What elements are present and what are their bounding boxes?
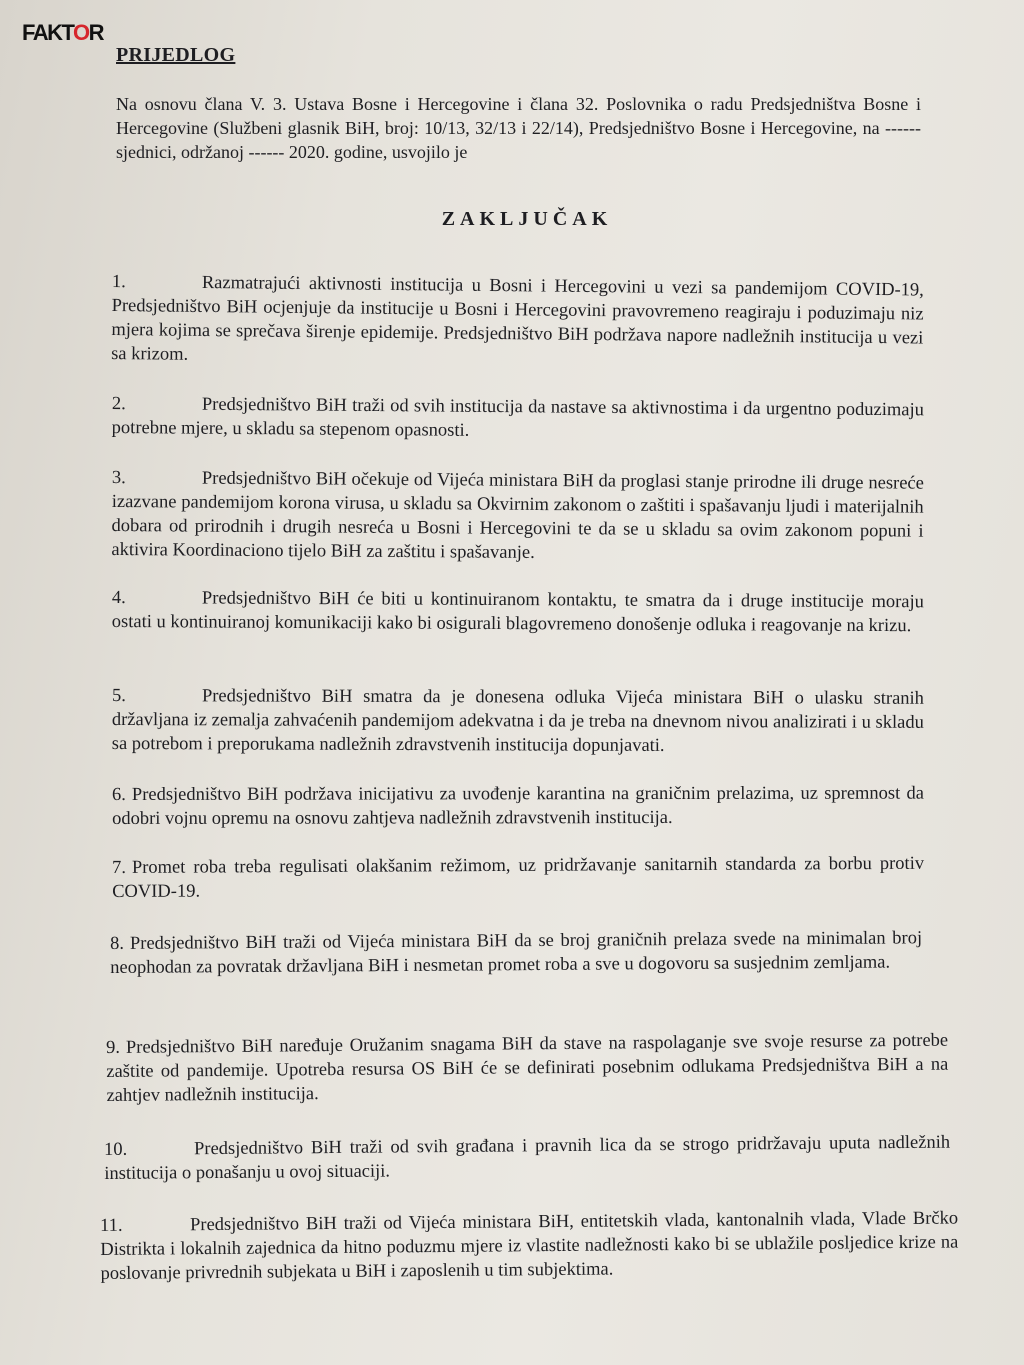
item-number: 5. [111, 686, 126, 707]
item-text: Predsjedništvo BiH naređuje Oružanim snagama BiH da stave na raspolaganje sve svoje resurse za potrebe zaštite od pandemije. Upotreba resursa OS BiH će se definirati posebnim odlukama Predsjedništva BiH a na zahtjev nadležnih institucija. [106, 1030, 949, 1106]
item-number: 1. [111, 271, 126, 293]
item-text: Razmatrajući aktivnosti institucija u Bosni i Hercegovini u vezi sa pandemijom COVID-19, Predsjedništvo BiH ocjenjuje da institucije u Bosni i Hercegovini pravovremeno reagiraju i poduzimaju niz mjera kojima se sprečava širenje epidemije. Predsjedništvo BiH podržava napore nadležnih institucija u vezi sa krizom. [111, 272, 924, 365]
item-text: Predsjedništvo BiH traži od Vijeća ministara BiH, entitetskih vlada, kantonalnih vlada, Vlade Brčko Distrikta i lokalnih zajednica da hitno poduzmu mjere iz vlastite nadležnosti kako bi se ublažile posljedice krize na poslovanje privrednih subjekata u BiH i zaposlenih u tim subjektima. [100, 1208, 959, 1284]
document-preamble: Na osnovu člana V. 3. Ustava Bosne i Hercegovine i člana 32. Poslovnika o radu Predsjedništva Bosne i Hercegovine (Službeni glasnik BiH, broj: 10/13, 32/13 i 22/14), Predsjedništvo Bosne i Hercegovine, na ------ sjednici, održanoj ------ 2020. godine, usvojilo je [116, 94, 921, 162]
item-text: Predsjedništvo BiH podržava inicijativu za uvođenje karantina na graničnim prelazima, uz spremnost da odobri vojnu opremu na osnovu zahtjeva nadležnih zdravstvenih institucija. [112, 783, 925, 829]
conclusion-item-11 [100, 1207, 959, 1286]
item-number: 2. [111, 393, 126, 415]
watermark-text-end: R [88, 20, 104, 45]
item-number: 6. [112, 784, 126, 805]
item-text: Predsjedništvo BiH će biti u kontinuiranom kontaktu, te smatra da i druge institucije moraju ostati u kontinuiranoj komunikaciji kako bi osigurali blagovremeno donošenje odluka i reagovanje na krizu. [111, 588, 924, 637]
conclusion-item-8 [110, 926, 922, 980]
item-text: Predsjedništvo BiH smatra da je donesena odluka Vijeća ministara BiH o ulasku stranih državljana iz zemalja zahvaćenih pandemijom adekvatna i da je treba na dnevnom nivou analizirati i u skladu sa potrebom i preporukama nadležnih zdravstvenih institucija dopunjavati. [111, 686, 924, 756]
watermark-text-accent: O [73, 20, 89, 45]
item-number: 7. [112, 857, 126, 878]
conclusion-item-9 [106, 1029, 949, 1108]
conclusion-item-5 [112, 684, 924, 759]
item-text: Predsjedništvo BiH traži od Vijeća ministara BiH da se broj graničnih prelaza svede na minimalan broj neophodan za povratak državljana BiH i nesmetan promet roba a sve u dogovoru sa susjednim zemljama. [110, 928, 923, 978]
watermark-text-main: FAKT [22, 20, 74, 45]
conclusion-item-7 [112, 852, 924, 904]
document-heading: ZAKLJUČAK [441, 208, 613, 230]
item-text: Promet roba treba regulisati olakšanim režimom, uz pridržavanje sanitarnih standarda za borbu protiv COVID-19. [112, 853, 925, 902]
conclusion-item-1 [111, 270, 924, 374]
item-number: 9. [106, 1037, 121, 1058]
item-number: 3. [111, 467, 126, 489]
conclusion-item-2 [112, 392, 924, 446]
faktor-watermark [22, 22, 103, 44]
conclusion-item-4 [112, 586, 924, 638]
item-text: Predsjedništvo BiH traži od svih građana i pravnih lica da se strogo pridržavaju uputa nadležnih institucija o ponašanju u ovoj situaciji. [104, 1132, 951, 1184]
item-number: 11. [100, 1215, 123, 1236]
item-text: Predsjedništvo BiH traži od svih institucija da nastave sa aktivnostima i da urgentno poduzimaju potrebne mjere, u skladu sa stepenom opasnosti. [111, 394, 924, 441]
document-label: PRIJEDLOG [116, 44, 236, 66]
conclusion-item-3 [111, 466, 924, 568]
item-number: 4. [111, 588, 126, 609]
conclusion-item-10 [104, 1131, 950, 1186]
item-text: Predsjedništvo BiH očekuje od Vijeća ministara BiH da proglasi stanje prirodne ili druge nesreće izazvane pandemijom korona virusa, u skladu sa Okvirnim zakonom o zaštiti i spašavanju ljudi i materijalnih dobara od prirodnih i drugih nesreća u Bosni i Hercegovini te da se u skladu sa ovim zakonom popuni i aktivira Koordinaciono tijelo BiH za zaštitu i spašavanje. [111, 468, 924, 563]
item-number: 8. [110, 933, 125, 954]
conclusion-item-6 [112, 782, 924, 831]
item-number: 10. [104, 1139, 128, 1160]
